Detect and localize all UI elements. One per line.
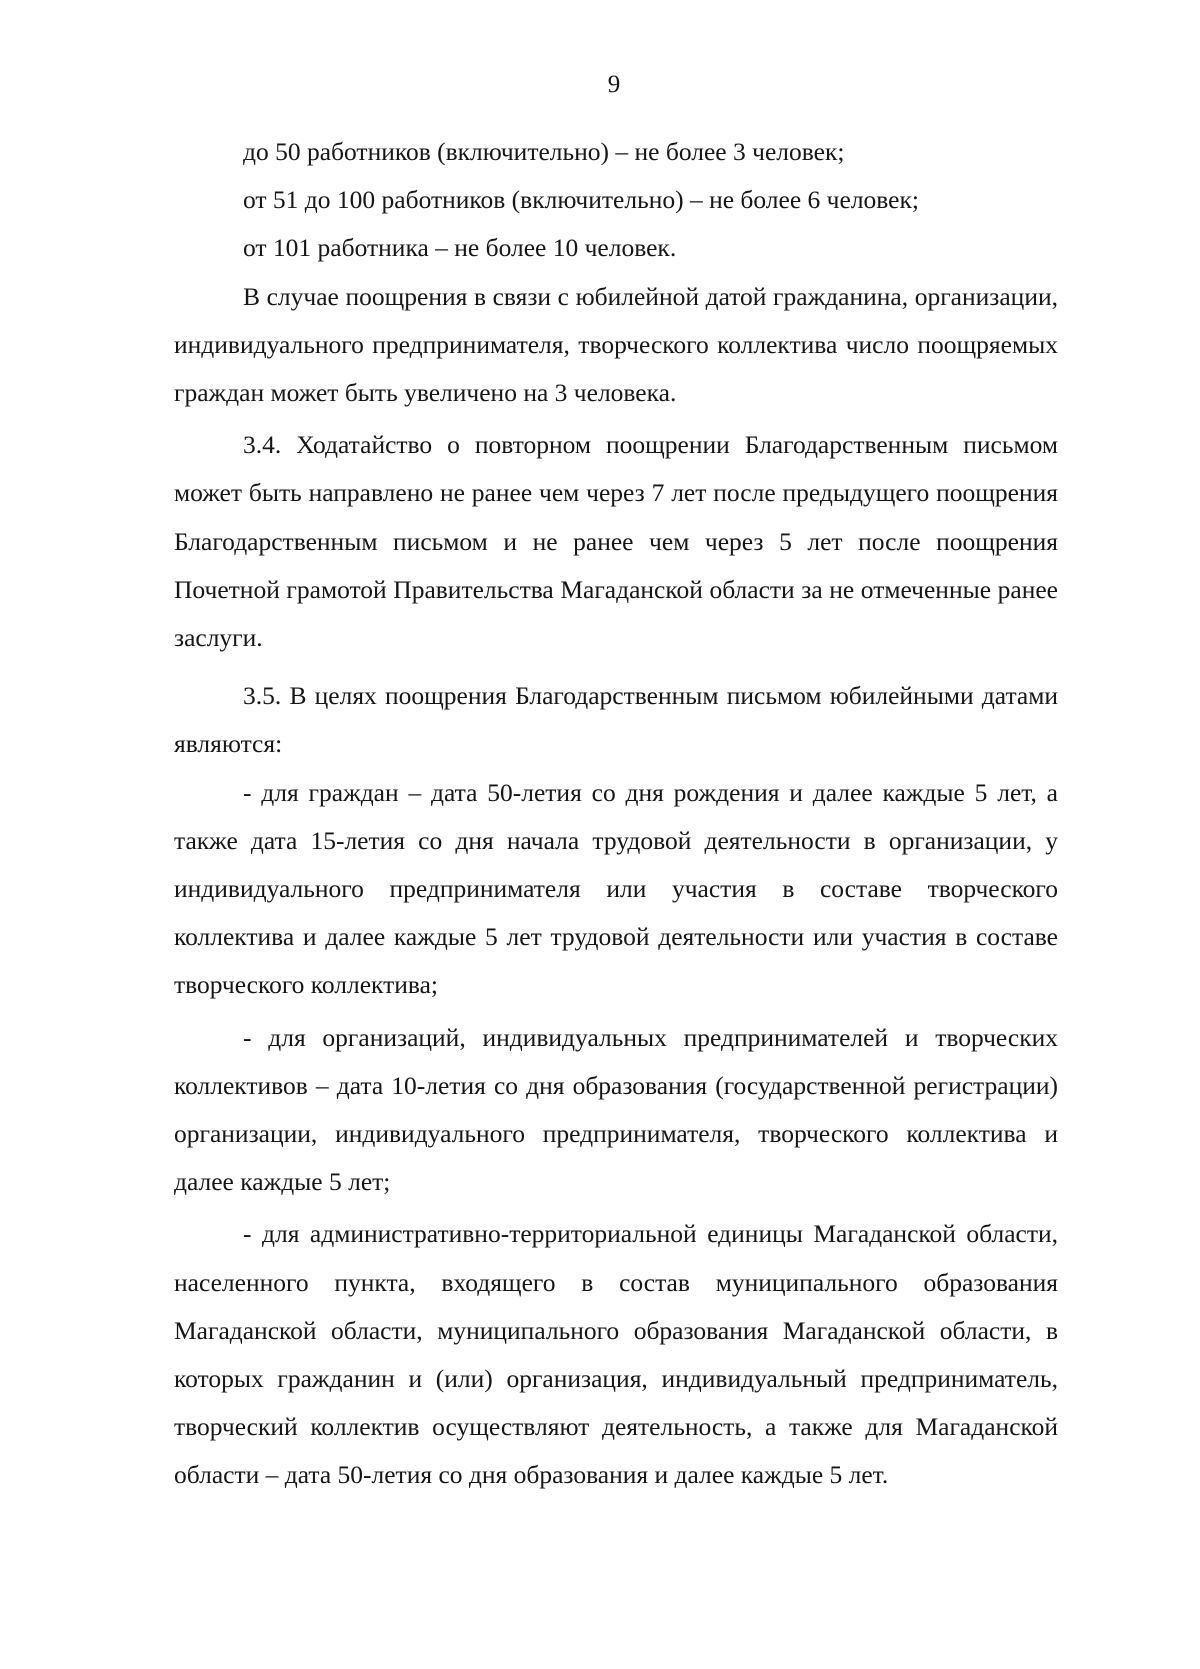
paragraph-limit-101: от 101 работника – не более 10 человек. [243,233,677,263]
paragraph-3-4: 3.4. Ходатайство о повторном поощрении Благодарственным письмом может быть направлено не ранее чем через 7 лет после предыдущего поощрения Благодарственным письмом и не ранее чем через 5 лет после поощрения Почетной грамотой Правительства Магаданской области за не отмеченные ранее заслуги. [174,430,1058,653]
paragraph-territories: - для административно-территориальной единицы Магаданской области, населенного пункта, входящего в состав муниципального образования Магаданской области, муниципального образования Магаданской области, в которых гражданин и (или) организация, индивидуальный предприниматель, творческий коллектив осуществляют деятельность, а также для Магаданской области – дата 50-летия со дня образования и далее каждые 5 лет. [174,1219,1058,1490]
document-body [174,128,1058,1500]
paragraph-limit-100: от 51 до 100 работников (включительно) – не более 6 человек; [243,185,919,215]
paragraph-organizations: - для организаций, индивидуальных предпринимателей и творческих коллективов – дата 10-летия со дня образования (государственной регистрации) организации, индивидуального предпринимателя, творческого коллектива и далее каждые 5 лет; [174,1022,1058,1197]
paragraph-limit-50: до 50 работников (включительно) – не более 3 человек; [243,137,845,166]
paragraph-citizens: - для граждан – дата 50-летия со дня рождения и далее каждые 5 лет, а также дата 15-летия со дня начала трудовой деятельности в организации, у индивидуального предпринимателя или участия в составе творческого коллектива и далее каждые 5 лет трудовой деятельности или участия в составе творческого коллектива; [174,777,1058,1000]
page-number: 9 [607,71,621,98]
paragraph-jubilee-increase: В случае поощрения в связи с юбилейной датой гражданина, организации, индивидуального предпринимателя, творческого коллектива число поощряемых граждан может быть увеличено на 3 человека. [174,281,1058,408]
paragraph-3-5: 3.5. В целях поощрения Благодарственным письмом юбилейными датами являются: [174,681,1058,759]
